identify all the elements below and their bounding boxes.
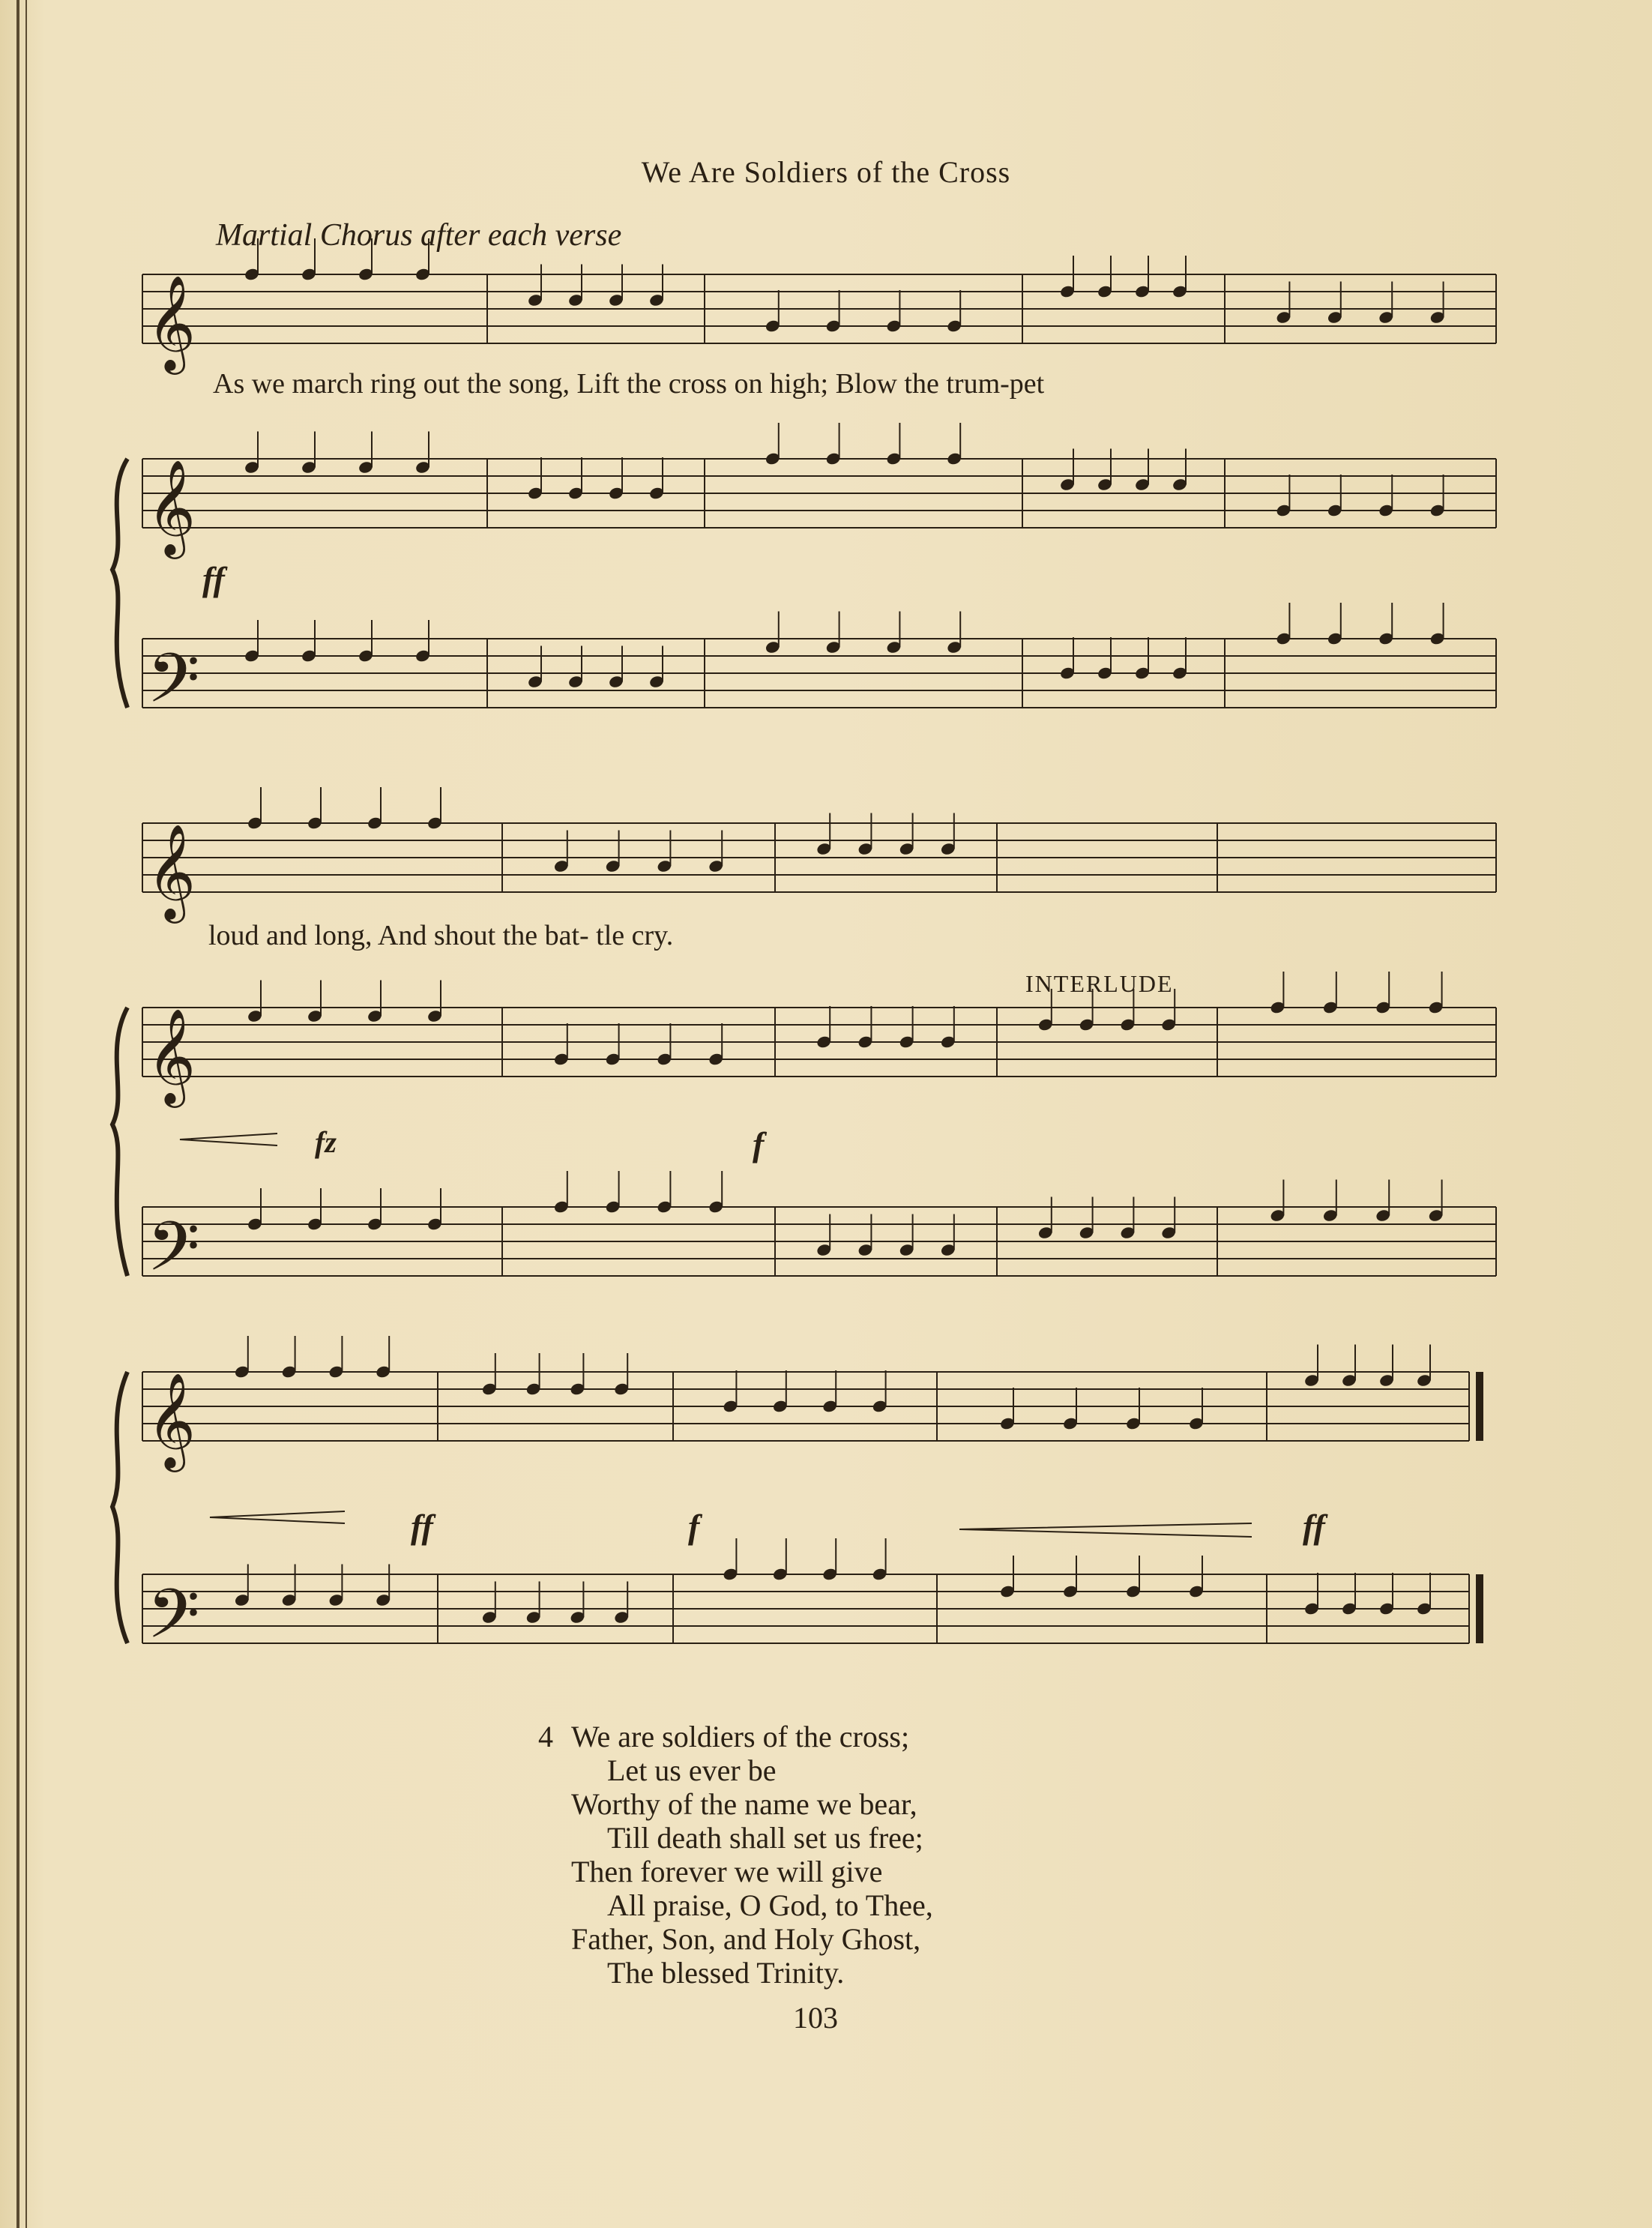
decrescendo-hairpin: [180, 1133, 277, 1145]
stanza-line: Father, Son, and Holy Ghost,: [571, 1922, 921, 1956]
treble-clef-1: 𝄞: [147, 459, 196, 555]
dynamic-ff-2: ff: [411, 1508, 433, 1546]
brace-2: [112, 1008, 127, 1276]
stanza-line: Till death shall set us free;: [607, 1821, 923, 1855]
voice-clef-1: 𝄞: [147, 274, 196, 370]
dynamic-f-2: f: [688, 1508, 700, 1546]
bass-clef-2: 𝄢: [147, 1207, 200, 1303]
stanza-line: All praise, O God, to Thee,: [607, 1888, 933, 1922]
brace-3: [112, 1372, 127, 1643]
stanza-line: We are soldiers of the cross;: [571, 1720, 910, 1753]
brace-1: [112, 459, 127, 708]
page-number: 103: [793, 2001, 838, 2035]
bass-clef-1: 𝄢: [147, 639, 200, 735]
stanza-number: 4: [538, 1720, 553, 1753]
voice-clef-2: 𝄞: [147, 823, 196, 919]
crescendo-hairpin: [959, 1523, 1252, 1537]
section-label-interlude: INTERLUDE: [1025, 970, 1174, 997]
stanza-line: Worthy of the name we bear,: [571, 1787, 917, 1821]
stanza-line: The blessed Trinity.: [607, 1956, 845, 1990]
lyrics-line-1: As we march ring out the song, Lift the cross on high; Blow the trum-pet: [213, 368, 1045, 400]
stanza-line: Let us ever be: [607, 1753, 777, 1787]
tempo-marking: Martial Chorus after each verse: [216, 218, 622, 253]
dynamic-f-1: f: [753, 1125, 765, 1163]
treble-clef-3: 𝄞: [147, 1372, 196, 1468]
treble-clef-2: 𝄞: [147, 1008, 196, 1104]
page-title: We Are Soldiers of the Cross: [641, 155, 1011, 189]
lyrics-line-2: loud and long, And shout the bat- tle cry.: [208, 920, 674, 951]
dynamic-fz: fz: [315, 1125, 337, 1159]
dynamic-ff-1: ff: [202, 560, 225, 598]
dynamic-ff-3: ff: [1303, 1508, 1325, 1546]
stanza-line: Then forever we will give: [571, 1855, 883, 1888]
decrescendo-hairpin: [210, 1511, 345, 1523]
bass-clef-3: 𝄢: [147, 1574, 200, 1670]
